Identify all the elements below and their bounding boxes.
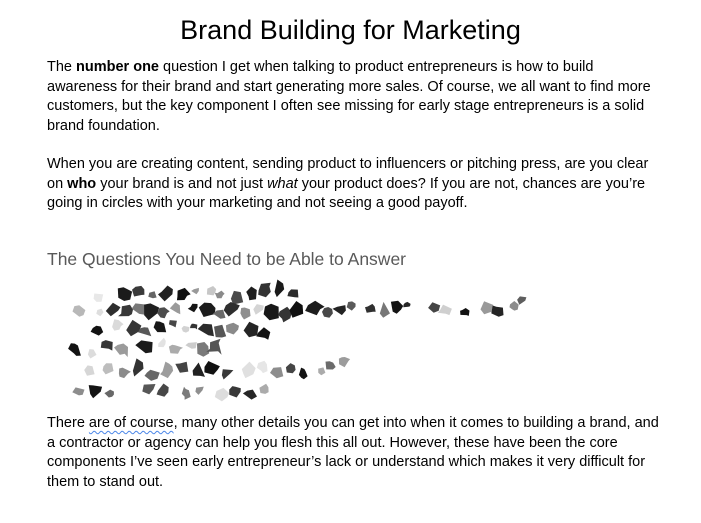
redaction-blob <box>142 384 155 394</box>
text-segment: The <box>47 59 77 75</box>
text-segment: There <box>47 415 89 431</box>
redaction-blob <box>428 302 440 313</box>
redaction-blob <box>246 287 257 301</box>
redaction-blob <box>275 280 285 298</box>
redaction-blob <box>257 361 268 373</box>
redaction-blob <box>287 289 298 297</box>
redaction-blob <box>132 286 144 297</box>
redaction-blob <box>126 320 141 336</box>
redaction-blob <box>224 302 240 317</box>
redaction-blob <box>138 327 151 336</box>
redaction-blob <box>199 303 216 317</box>
redaction-blob <box>170 302 181 314</box>
text-segment: your product does? If you are not, chances are you’re going in circles with your marketing and not seeing a good payoff. <box>47 175 646 211</box>
redaction-blob <box>175 362 188 373</box>
grammar-suggestion-text[interactable]: are of course <box>88 415 174 431</box>
redaction-blob <box>243 390 257 400</box>
redaction-blob <box>481 301 494 314</box>
redaction-blob <box>206 339 221 355</box>
paragraph-brand-clarity <box>47 155 659 214</box>
redaction-blob <box>347 301 356 310</box>
paragraph-intro <box>47 58 659 136</box>
redaction-blob <box>169 345 183 354</box>
redaction-blob <box>222 369 234 379</box>
redaction-blob <box>132 303 148 314</box>
redaction-blob <box>104 390 114 398</box>
redaction-blob <box>318 367 325 375</box>
redaction-blob <box>333 305 346 315</box>
redaction-blob <box>182 326 190 333</box>
redaction-blob <box>88 349 97 358</box>
redaction-blob <box>114 344 128 358</box>
text-segment: number one <box>76 59 159 75</box>
redaction-blob <box>94 294 104 302</box>
redaction-blob <box>96 309 103 317</box>
redaction-blob <box>326 361 336 369</box>
paragraph-conclusion <box>47 414 659 492</box>
redaction-blob <box>135 340 152 353</box>
redaction-blob <box>214 325 226 338</box>
redaction-blob <box>380 302 390 318</box>
redaction-blob <box>160 362 173 379</box>
redaction-blob <box>213 310 226 319</box>
redaction-blob <box>322 307 333 318</box>
redaction-blob <box>270 367 283 378</box>
redaction-blob <box>491 306 503 317</box>
redaction-blob <box>215 291 225 299</box>
redaction-blob <box>84 365 94 375</box>
redaction-blob <box>154 321 167 332</box>
text-segment: question I get when talking to product entrepreneurs is how to build awareness for their brand and start generating more sales. Of course, we all want to find more customers, but the key component I often see missing for early stage entrepreneurs is a solid brand foundation. <box>47 59 651 134</box>
redaction-blob <box>258 283 271 298</box>
redaction-blob <box>72 387 84 395</box>
redaction-blob <box>517 296 526 304</box>
redaction-blob <box>242 362 256 379</box>
redaction-blob <box>510 301 519 311</box>
redaction-blob <box>244 322 259 337</box>
redaction-blob <box>101 340 113 351</box>
redaction-blob <box>240 308 250 320</box>
redaction-blob <box>144 303 159 320</box>
redaction-blob <box>91 326 104 336</box>
redaction-blob <box>169 320 177 327</box>
redaction-blob <box>157 384 169 397</box>
redaction-blob <box>259 384 268 394</box>
redaction-blob <box>264 304 279 321</box>
redaction-blob <box>204 361 220 375</box>
redaction-blob <box>119 368 131 379</box>
redaction-blob <box>148 291 156 298</box>
redaction-blob <box>106 303 121 317</box>
text-segment: , many other details you can get into when it comes to building a brand, and a contractor or agency can help you flesh this all out. However, these have been the core components I’ve seen early entrepreneur’s lack or understand which makes it very difficult for them to stand out. <box>47 415 659 490</box>
redaction-blob <box>118 305 133 317</box>
redaction-blob <box>198 324 214 337</box>
redaction-blob <box>253 304 263 315</box>
redaction-blob <box>158 338 166 347</box>
redaction-blob <box>193 363 205 377</box>
redaction-blob <box>73 305 86 317</box>
redaction-blob <box>190 324 197 330</box>
text-segment: When you are creating content, sending product to influencers or pitching press, are you clear on <box>47 156 649 192</box>
redaction-blob <box>68 343 81 356</box>
redaction-blob <box>158 286 173 302</box>
redaction-blob <box>305 301 325 316</box>
text-segment: your brand is and not just <box>96 175 268 192</box>
redaction-blob <box>278 307 292 323</box>
redaction-blob <box>231 291 243 305</box>
redaction-blob <box>438 305 452 316</box>
redaction-blob <box>112 319 123 330</box>
redaction-blob <box>403 302 410 307</box>
redaction-blob <box>339 357 350 367</box>
redaction-blob <box>229 386 241 397</box>
redaction-blob <box>188 304 198 313</box>
redaction-blob <box>182 387 191 400</box>
redaction-blob <box>197 342 209 357</box>
section-heading-questions: The Questions You Need to be Able to Answer <box>47 249 406 269</box>
redaction-blob <box>286 363 296 373</box>
text-segment: what <box>267 175 298 192</box>
redaction-blob <box>118 287 132 301</box>
redaction-blob <box>157 307 169 318</box>
redaction-blob <box>215 388 230 402</box>
redaction-blob <box>207 286 216 295</box>
redaction-blob <box>191 288 199 294</box>
redaction-blob <box>145 370 160 381</box>
redaction-blob <box>89 385 102 398</box>
redaction-blob <box>460 308 469 316</box>
redaction-blob <box>195 387 203 395</box>
text-segment: who <box>67 175 97 192</box>
redaction-blob <box>103 363 114 374</box>
redaction-blob <box>256 327 270 340</box>
redaction-blob <box>289 301 303 318</box>
redaction-blob <box>226 323 239 335</box>
redaction-blob <box>299 368 308 380</box>
redaction-blob <box>365 304 376 313</box>
page-title: Brand Building for Marketing <box>180 15 521 45</box>
redaction-blob <box>185 342 197 349</box>
redaction-blob <box>177 288 191 300</box>
redaction-blob <box>133 358 144 376</box>
redaction-blob <box>391 301 403 314</box>
